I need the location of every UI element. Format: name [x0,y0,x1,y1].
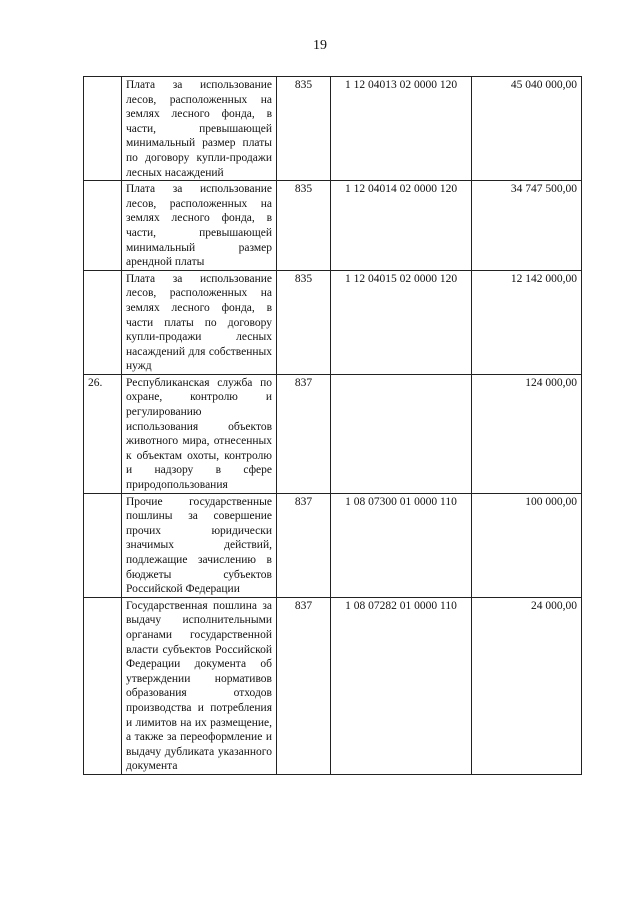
amount: 124 000,00 [472,374,582,493]
row-number [84,597,122,774]
revenue-name: Республиканская служба по охране, контролю и регулированию использования объектов животного мира, отнесенных к объектам охоты, контролю и надзору в сфере природопользования [122,374,277,493]
admin-code: 837 [277,374,331,493]
budget-classification-code: 1 08 07300 01 0000 110 [331,493,472,597]
revenue-name: Плата за использование лесов, расположенных на землях лесного фонда, в части, превышающей минимальный размер арендной платы [122,181,277,271]
amount: 45 040 000,00 [472,77,582,181]
admin-code: 835 [277,181,331,271]
admin-code: 837 [277,597,331,774]
revenue-table [83,76,582,775]
admin-code: 835 [277,77,331,181]
row-number [84,493,122,597]
budget-classification-code: 1 12 04015 02 0000 120 [331,270,472,374]
amount: 100 000,00 [472,493,582,597]
budget-classification-code [331,374,472,493]
row-number [84,181,122,271]
table-row [84,270,582,374]
page-number: 19 [313,38,327,53]
budget-classification-code: 1 08 07282 01 0000 110 [331,597,472,774]
revenue-name: Плата за использование лесов, расположенных на землях лесного фонда, в части, превышающей минимальный размер платы по договору купли-продажи лесных насаждений [122,77,277,181]
amount: 24 000,00 [472,597,582,774]
row-number [84,77,122,181]
row-number: 26. [84,374,122,493]
revenue-name: Государственная пошлина за выдачу исполнительными органами государственной власти субъектов Российской Федерации документа об утверждении нормативов образования отходов производства и потребления и лимитов на их размещение, а также за переоформление и выдачу дубликата указанного документа [122,597,277,774]
amount: 12 142 000,00 [472,270,582,374]
table-row [84,77,582,181]
budget-classification-code: 1 12 04014 02 0000 120 [331,181,472,271]
budget-classification-code: 1 12 04013 02 0000 120 [331,77,472,181]
revenue-name: Плата за использование лесов, расположенных на землях лесного фонда, в части платы по договору купли-продажи лесных насаждений для собственных нужд [122,270,277,374]
table-row [84,181,582,271]
table-row [84,597,582,774]
amount: 34 747 500,00 [472,181,582,271]
row-number [84,270,122,374]
admin-code: 835 [277,270,331,374]
admin-code: 837 [277,493,331,597]
table-row [84,493,582,597]
table-row [84,374,582,493]
revenue-name: Прочие государственные пошлины за совершение прочих юридически значимых действий, подлежащие зачислению в бюджеты субъектов Российской Федерации [122,493,277,597]
